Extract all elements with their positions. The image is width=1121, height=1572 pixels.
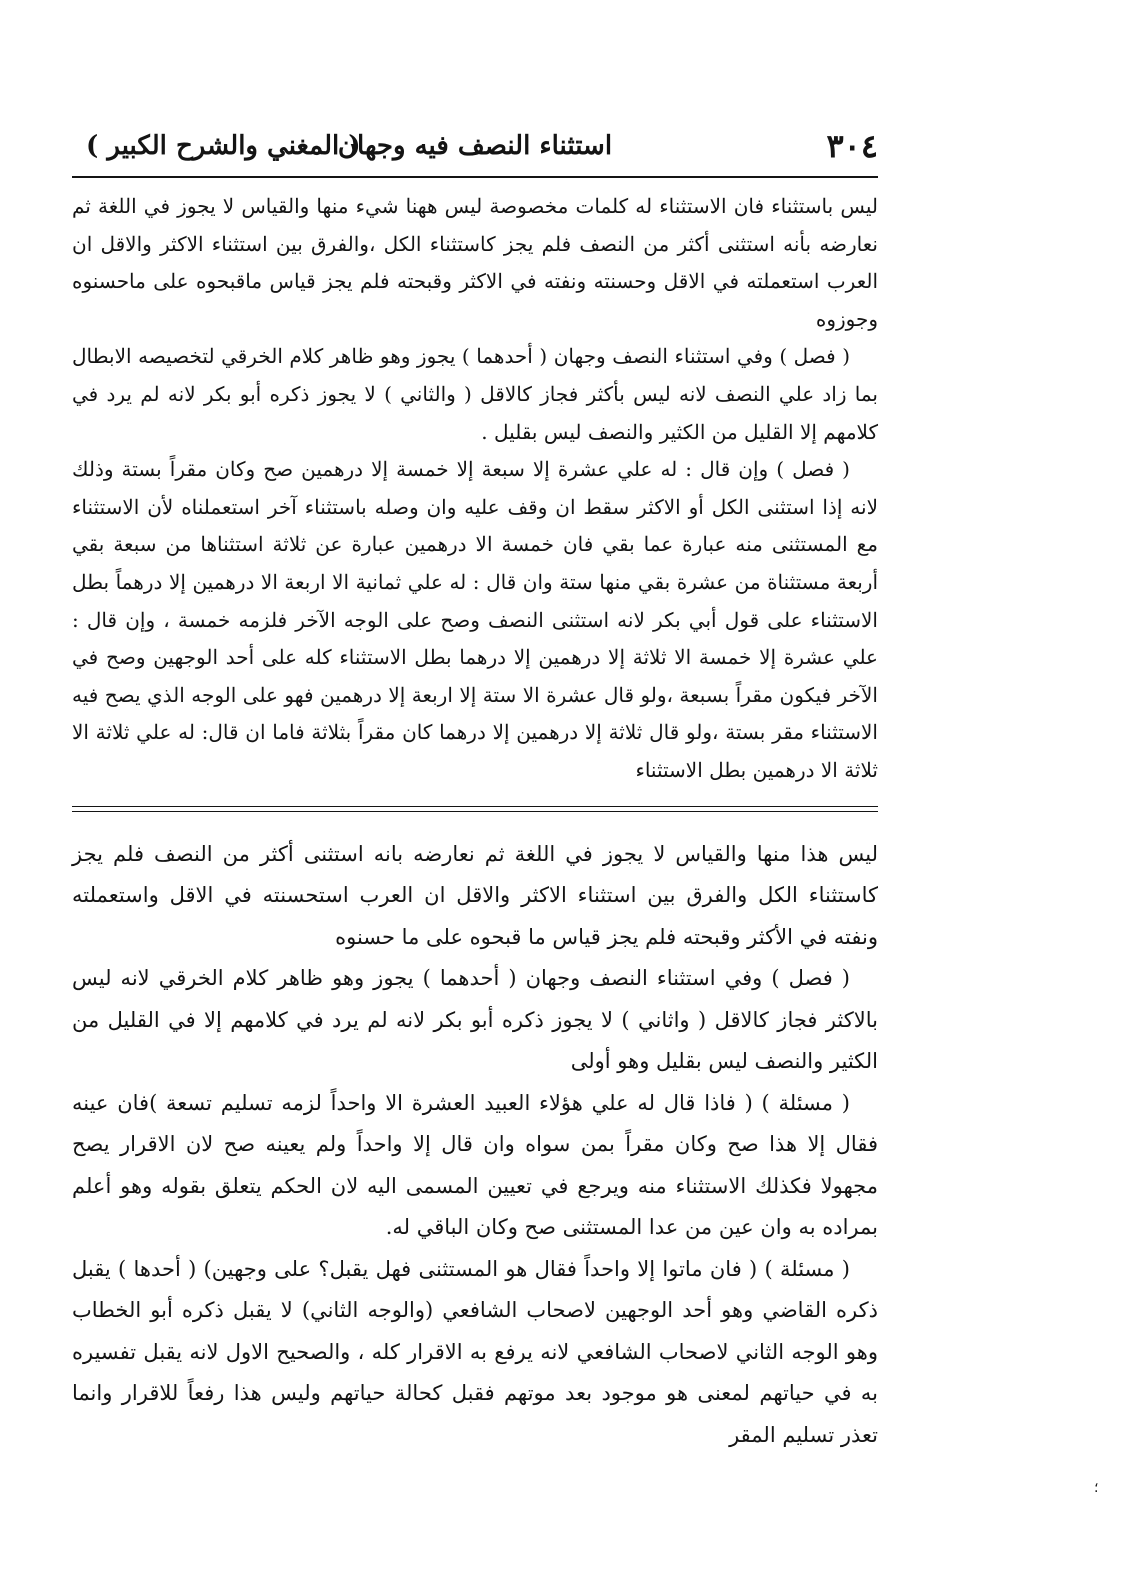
margin-mark: ؛ bbox=[1094, 1480, 1099, 1496]
upper-text-section bbox=[72, 188, 878, 790]
running-title: استثناء النصف فيه وجهان bbox=[337, 131, 613, 161]
section-divider bbox=[72, 800, 878, 822]
paragraph: ليس هذا منها والقياس لا يجوز في اللغة ثم نعارضه بانه استثنى أكثر من النصف فلم يجز كاستثناء الكل والفرق بين استثناء الاكثر والاقل ان العرب استحسنته في الاقل واستعملته ونفته في الأكثر وقبحته فلم يجز قياس ما قبحوه على ما حسنوه bbox=[72, 841, 878, 949]
page-header bbox=[72, 120, 878, 172]
paragraph: ليس باستثناء فان الاستثناء له كلمات مخصوصة ليس ههنا شيء منها والقياس لا يجوز في اللغة ثم نعارضه بأنه استثنى أكثر من النصف فلم يجز كاستثناء الكل ،والفرق بين استثناء الاكثر والاقل ان العرب استعملته في الاقل وحسنته ونفته في الاكثر وقبحته فلم يجز قياس ماقبحوه على ماحسنوه وجوزوه bbox=[72, 194, 878, 331]
paragraph: ( مسئلة ) ( فان ماتوا إلا واحداً فقال هو المستثنى فهل يقبل؟ على وجهين) ( أحدها ) يقبل ذكره القاضي وهو أحد الوجهين لاصحاب الشافعي (والوجه الثاني) لا يقبل ذكره أبو الخطاب وهو الوجه الثاني لاصحاب الشافعي لانه يرفع به الاقرار كله ، والصحيح الاول لانه يقبل تفسيره به في حياتهم لمعنى هو موجود بعد موتهم فقبل كحالة حياتهم وليس هذا رفعاً للاقرار وانما تعذر تسليم المقر bbox=[72, 1256, 878, 1447]
paragraph: ( مسئلة ) ( فاذا قال له علي هؤلاء العبيد العشرة الا واحداً لزمه تسليم تسعة )فان عينه فقال إلا هذا صح وكان مقراً بمن سواه وان قال إلا واحداً ولم يعينه صح لان الاقرار يصح مجهولا فكذلك الاستثناء منه ويرجع في تعيين المسمى اليه لان الحكم يتعلق بقوله وهو أعلم بمراده به وان عين من عدا المستثنى صح وكان الباقي له. bbox=[72, 1090, 878, 1239]
paragraph: ( فصل ) وفي استثناء النصف وجهان ( أحدهما ) يجوز وهو ظاهر كلام الخرقي لتخصيصه الابطال بما زاد علي النصف لانه ليس بأكثر فجاز كالاقل ( والثاني ) لا يجوز ذكره أبو بكر لانه لم يرد في كلامهم إلا القليل من الكثير والنصف ليس بقليل . bbox=[72, 344, 878, 444]
book-page bbox=[72, 120, 878, 1456]
paragraph: ( فصل ) وفي استثناء النصف وجهان ( أحدهما ) يجوز وهو ظاهر كلام الخرقي لانه ليس بالاكثر فجاز كالاقل ( واثاني ) لا يجوز ذكره أبو بكر لانه لم يرد في كلامهم إلا في القليل من الكثير والنصف ليس بقليل وهو أولى bbox=[72, 966, 878, 1073]
page-number: ٣٠٤ bbox=[826, 127, 878, 165]
paragraph: ( فصل ) وإن قال : له علي عشرة إلا سبعة إلا خمسة إلا درهمين صح وكان مقراً بستة وذلك لانه إذا استثنى الكل أو الاكثر سقط ان وقف عليه وان وصله باستثناء آخر استعملناه لأن الاستثناء مع المستثنى منه عبارة عما بقي فان خمسة الا درهمين عبارة عن ثلاثة استثناها من سبعة بقي أربعة مستثناة من عشرة بقي منها ستة وان قال : له علي ثمانية الا اربعة الا درهمين إلا درهماً بطل الاستثناء على قول أبي بكر لانه استثنى النصف وصح على الوجه الآخر فلزمه خمسة ، وإن قال : علي عشرة إلا خمسة الا ثلاثة إلا درهمين إلا درهما بطل الاستثناء كله على أحد الوجهين وصح في الآخر فيكون مقراً بسبعة ،ولو قال عشرة الا ستة إلا اربعة إلا درهمين فهو على الوجه الذي يصح فيه الاستثناء مقر بستة ،ولو قال ثلاثة إلا درهمين إلا درهما كان مقراً بثلاثة فاما ان قال: له علي ثلاثة الا ثلاثة الا درهمين بطل الاستثناء bbox=[72, 457, 878, 782]
header-rule bbox=[72, 176, 878, 178]
lower-text-section bbox=[72, 834, 878, 1457]
book-title: ( المغني والشرح الكبير ) bbox=[86, 131, 361, 161]
